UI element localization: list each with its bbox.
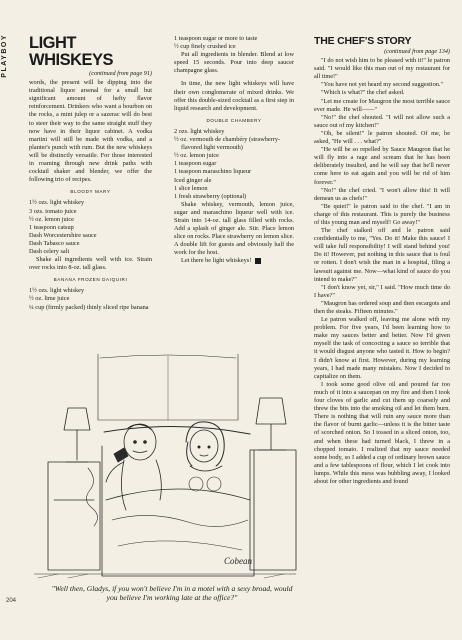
ingredient-item: Dash celery salt xyxy=(29,247,70,255)
ingredient-item: Dash Worcestershire sauce xyxy=(29,231,97,239)
bloody-mary-ingredients xyxy=(29,199,152,256)
light-whiskeys-headline: LIGHT WHISKEYS xyxy=(29,34,114,69)
end-mark-icon: P xyxy=(255,258,261,264)
banana-daiquiri-ingredients-part-1 xyxy=(29,287,152,311)
ingredient-item: Iced ginger ale xyxy=(174,176,212,184)
chefs-story-headline: THE CHEF'S STORY xyxy=(314,35,412,47)
ingredient-item: Dash Tabasco sauce xyxy=(29,239,80,247)
ingredient-item: 1 teaspoon sugar or more to taste xyxy=(174,35,258,42)
story-paragraph: "Maugron has ordered soup and then escargots and then the steaks. Fifteen minutes." xyxy=(314,299,450,315)
ingredient-item: ½ oz. vermouth de chambéry (strawberry-flavored light vermouth) xyxy=(174,136,281,152)
story-paragraph: The chef stalked off and le patron said confidentially to me, "Yes. Do it! Make this sauce! I will take full responsibility! I will stand behind you! Do it! However, put nothing in this sauce that is foul or rotten. I don't wish the man in a hospital, filing a lawsuit against me. Now—what kind of sauce do you intend to make?" xyxy=(314,227,450,283)
chefs-story-column xyxy=(314,35,450,486)
story-paragraph: "Be quiet!" le patron said to the chef. "I am in charge of this restaurant. This is purely the business of this young man and myself! Go away!" xyxy=(314,202,450,226)
story-paragraph: "No!" the chef shouted. "I will not allow such a sauce out of my kitchen!" xyxy=(314,113,450,129)
magazine-side-label: PLAYBOY xyxy=(1,34,8,78)
banana-daiquiri-method: Put all ingredients in blender. Blend at low speed 15 seconds. Pour into deep saucer champagne glass. xyxy=(174,51,294,75)
ingredient-item: 3 ozs. tomato juice xyxy=(29,207,77,215)
ingredient-item: 1 fresh strawberry (optional) xyxy=(174,192,247,200)
story-paragraph: "He will be so repelled by Sauce Maugron that he will fly into a rage and scream that he has been deliberately insulted, and he will say that he'll never come here to eat again and you will be rid of him forever." xyxy=(314,146,450,186)
ingredient-item: ½ oz. lemon juice xyxy=(29,215,74,223)
cartoon-signature: Cobean xyxy=(224,556,252,566)
story-paragraph: "You have not yet heard my second suggestion." xyxy=(321,81,444,89)
ingredient-item: 1½ ozs. light whiskey xyxy=(29,199,85,207)
story-paragraph: "Let me create for Maugron the most terrible sauce ever made. He will——" xyxy=(314,97,450,113)
ingredient-item: 1 slice lemon xyxy=(174,184,208,192)
ingredient-item: 1 teaspoon maraschino liqueur xyxy=(174,168,252,176)
double-chambery-method: Shake whiskey, vermouth, lemon juice, sugar and maraschino liqueur well with ice. Strain into 14-oz. tall glass filled with rocks. Add a splash of ginger ale. Stir. Place lemon slice on rocks. Place strawberry on lemon slice. A double lift for guests and obviously half the work for the host. xyxy=(174,200,294,257)
recipe-title-bloody-mary: BLOODY MARY xyxy=(70,189,111,195)
ingredient-item: ½ oz. lime juice xyxy=(29,295,70,303)
light-whiskeys-continued-note: (continued from page 91) xyxy=(89,70,152,77)
story-paragraph: "No!" the chef cried. "I won't allow this! It will demean us as chefs!" xyxy=(314,186,450,202)
story-paragraph: "Which is what?" the chef asked. xyxy=(321,89,405,97)
cartoon-illustration xyxy=(28,350,300,582)
double-chambery-ingredients xyxy=(174,128,294,201)
light-whiskeys-closing xyxy=(174,257,294,265)
light-whiskeys-column-1 xyxy=(29,35,152,312)
ingredient-item: ½ oz. lemon juice xyxy=(174,152,219,160)
light-whiskeys-transition: In time, the new light whiskeys will have their own conglomerate of mixed drinks. We offer this double-sized cocktail as a first step in liquid research and development. xyxy=(174,80,294,112)
cartoon-caption: "Well then, Gladys, if you won't believe I'm in a motel with a sexy broad, would you believe I'm working late at the office?" xyxy=(51,584,293,603)
bloody-mary-method: Shake all ingredients well with ice. Strain over rocks into 8-oz. tall glass. xyxy=(29,256,152,272)
ingredient-item: ½ cup finely crushed ice xyxy=(174,43,236,51)
chefs-story-continued-note: (continued from page 134) xyxy=(384,48,450,55)
story-paragraph: "I don't know yet, sir," I said. "How much time do I have?" xyxy=(314,283,450,299)
ingredient-item: 1 teaspoon catsup xyxy=(29,223,74,231)
light-whiskeys-intro: words, the present will be dipping into the traditional liquor arsenal for a small but significant amount of hefty flavor reinforcement. Drinkers who want a bourbon on the rocks, a mint julep or a sazerac will do best to steer their way to the same straight stuff they now have in their liquor cabinet. A vodka martini will still be made with vodka, and a planter's punch with rum. But the new whiskeys will be distinctly versatile. For those interested in roaming through new drink paths with cocktail shaker and blender, we offer the following trio of recipes. xyxy=(29,79,152,184)
story-paragraph: Le patron walked off, leaving me alone with my problem. For five years, I'd been learning how to make my sauces better and better. Now I'd given myself the task of concocting a sauce so terrible that it would disgust anyone who tasted it. How to begin? I didn't know at first. However, during my learning years, I had made many mistakes. Now I decided to capitalize on them. xyxy=(314,316,450,380)
recipe-title-double-chambery: DOUBLE CHAMBERY xyxy=(206,117,262,123)
ingredient-item: 1½ ozs. light whiskey xyxy=(29,287,85,295)
light-whiskeys-column-2 xyxy=(174,35,294,266)
story-paragraph: "I do not wish him to be pleased with it!" le patron said. "I would like this man out of my restaurant for all time!" xyxy=(314,57,450,81)
story-paragraph: "Oh, be silent!" le patron shouted. Of me, he asked, "He will . . . what?" xyxy=(314,129,450,146)
banana-daiquiri-ingredients-part-2 xyxy=(174,35,294,51)
recipe-title-banana-daiquiri: BANANA FROZEN DAIQUIRI xyxy=(53,277,128,283)
ingredient-item: 1 teaspoon sugar xyxy=(174,160,217,168)
closing-text: Let there be light whiskeys! xyxy=(181,257,252,265)
ingredient-item: 2 ozs. light whiskey xyxy=(174,127,225,135)
story-paragraph: I took some good olive oil and poured far too much of it into a saucepan on my fire and then I took four cloves of garlic and cut them up coarsely and threw the bits into the smoking oil and let them burn. There is nothing that will ruin any sauce more than the flavor of burnt garlic—unless it is the bitter taste of scorched onion. So I tossed in a sliced onion, too, and when these had turned black, I threw in a chopped tomato. I realized that my sauce needed some body, so I added a cup of ordinary brown sauce and a few tablespoons of flour, which I let cook into lumps. While this mess was bubbling away, I looked about for other ingredients and found xyxy=(314,380,450,485)
ingredient-item: ¼ cup (firmly packed) thinly sliced ripe banana xyxy=(29,303,149,311)
page-number: 204 xyxy=(6,598,17,604)
